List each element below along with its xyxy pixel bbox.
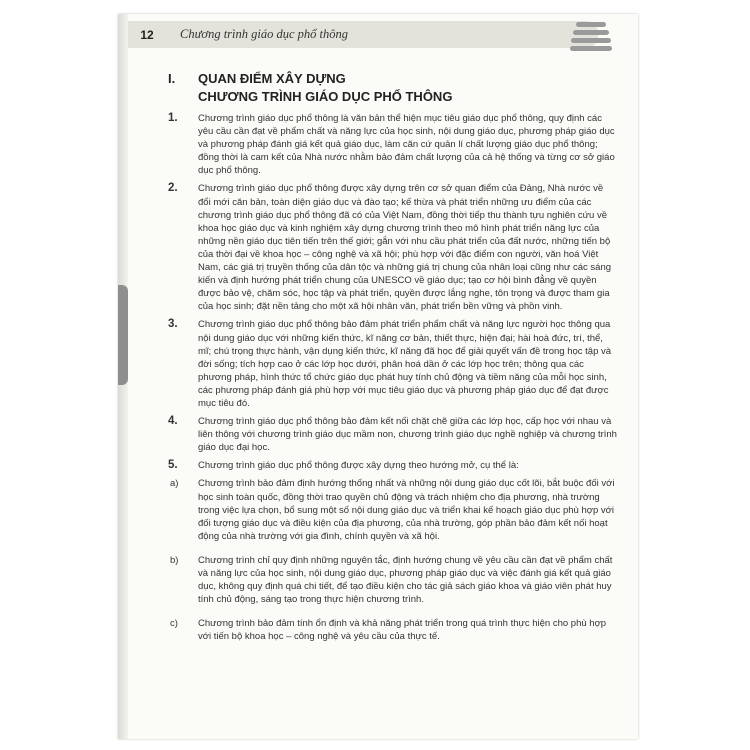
- item-number: 1.: [168, 112, 178, 124]
- list-item: [168, 182, 618, 313]
- item-text: Chương trình giáo dục phổ thông bảo đảm phát triển phẩm chất và năng lực người học thông qua nội dung giáo dục với những kiến thức, kĩ năng cơ bản, thiết thực, hiện đại; hài hoà đức, trí, thể, mĩ; chú trọng thực hành, vận dụng kiến thức, kĩ năng đã học để giải quyết vấn đề trong học tập và đời sống; tích hợp cao ở các lớp học dưới, phân hoá dần ở các lớp học trên; thông qua các phương pháp, hình thức tổ chức giáo dục phát huy tính chủ động và tiềm năng của mỗi học sinh, các phương pháp đánh giá phù hợp với mục tiêu giáo dục và phương pháp giáo dục để đạt được mục tiêu đó.: [198, 319, 612, 409]
- item-number: 5.: [168, 459, 178, 472]
- sub-item-text: Chương trình chỉ quy định những nguyên tắc, định hướng chung về yêu cầu cần đạt về phẩm chất và năng lực của học sinh, nội dung giáo dục, phương pháp giáo dục và việc đánh giá kết quả giáo dục, không quy định quá chi tiết, để tạo điều kiện cho tác giả sách giáo khoa và giáo viên phát huy tính chủ động, sáng tạo trong thực hiện chương trình.: [198, 554, 613, 606]
- sub-list-item: [168, 477, 618, 542]
- sub-list-item: [168, 554, 618, 606]
- list-item: [168, 318, 618, 410]
- page-header: [128, 21, 598, 48]
- stacked-books-icon: [570, 20, 612, 54]
- running-title: Chương trình giáo dục phổ thông: [180, 27, 349, 41]
- sub-item-letter: a): [170, 478, 179, 490]
- page-side-tab: [118, 285, 128, 385]
- item-text: Chương trình giáo dục phổ thông được xây dựng theo hướng mở, cụ thể là:: [198, 460, 519, 472]
- item-text: Chương trình giáo dục phổ thông bảo đảm kết nối chặt chẽ giữa các lớp học, cấp học với nhau và liên thông với chương trình giáo dục mầm non, chương trình giáo dục nghề nghiệp và chương trình giáo dục đại học.: [198, 416, 617, 454]
- section-title-line-2: CHƯƠNG TRÌNH GIÁO DỤC PHỔ THÔNG: [198, 89, 453, 104]
- item-text: Chương trình giáo dục phổ thông được xây dựng trên cơ sở quan điểm của Đảng, Nhà nước về đổi mới căn bản, toàn diện giáo dục và đào tạo; kế thừa và phát triển những ưu điểm của các chương trình giáo dục phổ thông đã có của Việt Nam, đồng thời tiếp thu thành tựu nghiên cứu về khoa học giáo dục và kinh nghiệm xây dựng chương trình theo mô hình phát triển năng lực của những nền giáo dục tiên tiến trên thế giới; gắn với nhu cầu phát triển của đất nước, những tiến bộ của thời đại về khoa học – công nghệ và xã hội; phù hợp với đặc điểm con người, văn hoá Việt Nam, các giá trị truyền thống của dân tộc và những giá trị chung của nhân loại cũng như các sáng kiến và định hướng phát triển chung của UNESCO về giáo dục; tạo cơ hội bình đẳng về quyền được bảo vệ, chăm sóc, học tập và phát triển, quyền được lắng nghe, tôn trọng và được tham gia của học sinh; đặt nền tảng cho một xã hội nhân văn, phát triển bền vững và phồn vinh.: [198, 183, 612, 313]
- list-item: [168, 415, 618, 454]
- sub-item-text: Chương trình bảo đảm định hướng thống nhất và những nội dung giáo dục cốt lõi, bắt buộc đối với học sinh toàn quốc, đồng thời trao quyền chủ động và trách nhiệm cho địa phương, nhà trường trong việc lựa chọn, bổ sung một số nội dung giáo dục và triển khai kế hoạch giáo dục phù hợp với đối tượng giáo dục và điều kiện của địa phương, của nhà trường, góp phần bảo đảm kết nối hoạt động của nhà trường với gia đình, chính quyền và xã hội.: [198, 478, 615, 542]
- page-number: 12: [140, 27, 154, 42]
- item-text: Chương trình giáo dục phổ thông là văn bản thể hiện mục tiêu giáo dục phổ thông, quy định các yêu cầu cần đạt về phẩm chất và năng lực của học sinh, nội dung giáo dục, phương pháp giáo dục và phương pháp đánh giá kết quả giáo dục, làm căn cứ quản lí chất lượng giáo dục phổ thông; đồng thời là cam kết của Nhà nước nhằm bảo đảm chất lượng của cả hệ thống và từng cơ sở giáo dục phổ thông.: [198, 113, 615, 177]
- sub-item-letter: c): [170, 618, 178, 630]
- page-content: [168, 70, 618, 654]
- list-item: [168, 112, 618, 177]
- section-roman-numeral: I.: [168, 71, 176, 86]
- item-number: 4.: [168, 415, 178, 428]
- item-number: 2.: [168, 182, 178, 195]
- sub-item-text: Chương trình bảo đảm tính ổn định và khả năng phát triển trong quá trình thực hiện cho phù hợp với tiến bộ khoa học – công nghệ và yêu cầu của thực tế.: [198, 618, 607, 643]
- numbered-list: [168, 112, 618, 643]
- sub-list-item: [168, 617, 618, 643]
- sub-item-letter: b): [170, 554, 179, 566]
- book-page: [118, 14, 638, 739]
- section-heading: [168, 70, 618, 106]
- list-item: [168, 459, 618, 472]
- section-title-line-1: QUAN ĐIỂM XÂY DỰNG: [198, 71, 346, 86]
- item-number: 3.: [168, 318, 178, 331]
